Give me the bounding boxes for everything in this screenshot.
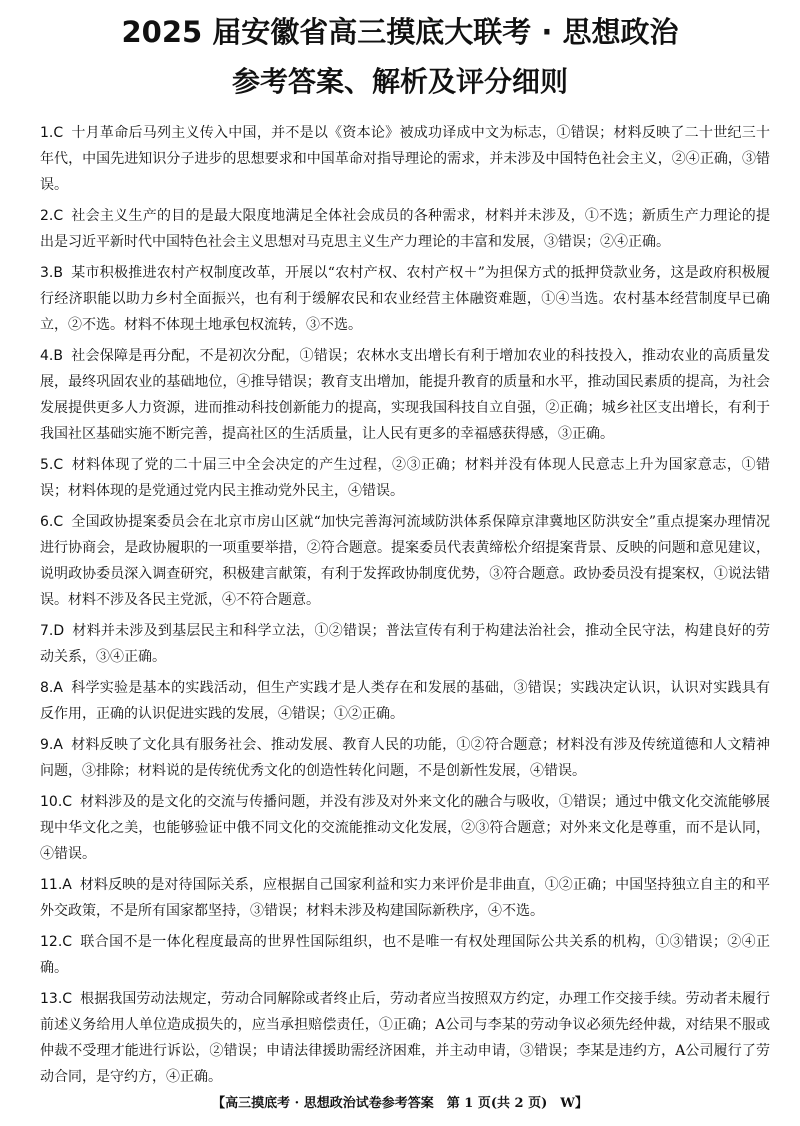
question-number: 6.: [40, 514, 54, 530]
answer-explanation: 材料体现了党的二十届三中全会决定的产生过程，②③正确；材料并没有体现人民意志上升为国家意志，①错误；材料体现的是党通过党内民主推动党外民主，④错误。: [40, 457, 770, 499]
answer-item: [40, 789, 770, 867]
answer-explanation: 社会主义生产的目的是最大限度地满足全体社会成员的各种需求，材料并未涉及，①不选；新质生产力理论的提出是习近平新时代中国特色社会主义思想对马克思主义生产力理论的丰富和发展，③错误；②④正确。: [40, 208, 770, 250]
answer-choice: A: [53, 680, 63, 696]
question-number: 10.: [40, 794, 63, 810]
answer-explanation: 根据我国劳动法规定，劳动合同解除或者终止后，劳动者应当按照双方约定，办理工作交接手续。劳动者未履行前述义务给用人单位造成损失的，应当承担赔偿责任，①正确；A公司与李某的劳动争议必须先经仲裁，对结果不服或仲裁不受理才能进行诉讼，②错误；申请法律援助需经济困难，并主动申请，③错误；李某是违约方，A公司履行了劳动合同，是守约方，④正确。: [40, 991, 770, 1085]
answer-choice: A: [62, 877, 72, 893]
answer-item: [40, 872, 770, 924]
answer-explanation: 材料反映的是对待国际关系，应根据自己国家利益和实力来评价是非曲直，①②正确；中国坚持独立自主的和平外交政策，不是所有国家都坚持，③错误；材料未涉及构建国际新秩序，④不选。: [40, 877, 770, 919]
answer-item: [40, 260, 770, 338]
answer-item: [40, 203, 770, 255]
answer-choice: A: [53, 737, 63, 753]
answer-choice: D: [53, 623, 65, 639]
answer-explanation: 联合国不是一体化程度最高的世界性国际组织，也不是唯一有权处理国际公共关系的机构，①③错误；②④正确。: [40, 934, 770, 976]
question-number: 7.: [40, 623, 54, 639]
answer-explanation: 科学实验是基本的实践活动，但生产实践才是人类存在和发展的基础，③错误；实践决定认识，认识对实践具有反作用，正确的认识促进实践的发展，④错误；①②正确。: [40, 680, 770, 722]
answer-item: [40, 452, 770, 504]
answer-choice: C: [62, 991, 73, 1007]
page-title: 2025 届安徽省高三摸底大联考 · 思想政治: [121, 15, 679, 49]
answer-choice: B: [53, 348, 63, 364]
answer-item: [40, 618, 770, 670]
question-number: 13.: [40, 991, 63, 1007]
question-number: 2.: [40, 208, 54, 224]
answer-explanation: 材料反映了文化具有服务社会、推动发展、教育人民的功能，①②符合题意；材料没有涉及传统道德和人文精神问题，③排除；材料说的是传统优秀文化的创造性转化问题，不是创新性发展，④错误。: [40, 737, 770, 779]
page-footer: 【高三摸底考 · 思想政治试卷参考答案 第 1 页(共 2 页) W】: [212, 1096, 588, 1111]
answer-explanation: 全国政协提案委员会在北京市房山区就“加快完善海河流域防洪体系保障京津冀地区防洪安全”重点提案办理情况进行协商会，是政协履职的一项重要举措，②符合题意。提案委员代表黄缔松介绍提案背景、反映的问题和意见建议，说明政协委员深入调查研究，积极建言献策，有利于发挥政协制度优势，③符合题意。政协委员没有提案权，①说法错误。材料不涉及各民主党派，④不符合题意。: [40, 514, 770, 608]
answer-item: [40, 986, 770, 1090]
question-number: 3.: [40, 265, 54, 281]
answer-choice: C: [53, 208, 64, 224]
answer-item: [40, 929, 770, 981]
question-number: 12.: [40, 934, 63, 950]
answer-item: [40, 509, 770, 613]
answer-choice: C: [62, 794, 73, 810]
page-subtitle: 参考答案、解析及评分细则: [231, 65, 568, 98]
question-number: 5.: [40, 457, 54, 473]
answer-item: [40, 675, 770, 727]
answer-explanation: 某市积极推进农村产权制度改革，开展以“农村产权、农村产权＋”为担保方式的抵押贷款业务，这是政府积极履行经济职能以助力乡村全面振兴，也有利于缓解农民和农业经营主体融资难题，①④当选。农村基本经营制度早已确立，②不选。材料不体现土地承包权流转，③不选。: [40, 265, 770, 333]
answer-item: [40, 732, 770, 784]
answer-choice: B: [53, 265, 63, 281]
question-number: 1.: [40, 125, 54, 141]
question-number: 9.: [40, 737, 54, 753]
answer-explanation: 社会保障是再分配，不是初次分配，①错误；农林水支出增长有利于增加农业的科技投入，推动农业的高质量发展，最终巩固农业的基础地位，④推导错误；教育支出增加，能提升教育的质量和水平，推动国民素质的提高，为社会发展提供更多人力资源，进而推动科技创新能力的提高，实现我国科技自立自强，②正确；城乡社区支出增长，有利于我国社区基础实施不断完善，提高社区的生活质量，让人民有更多的幸福感获得感，③正确。: [40, 348, 770, 442]
answer-item: [40, 120, 770, 198]
answer-explanation: 十月革命后马列主义传入中国，并不是以《资本论》被成功译成中文为标志，①错误；材料反映了二十世纪三十年代，中国先进知识分子进步的思想要求和中国革命对指导理论的需求，并未涉及中国特色社会主义，②④正确，③错误。: [40, 125, 770, 193]
answer-choice: C: [53, 125, 64, 141]
question-number: 11.: [40, 877, 63, 893]
answer-choice: C: [62, 934, 73, 950]
answer-list: [40, 120, 770, 1095]
answer-explanation: 材料涉及的是文化的交流与传播问题，并没有涉及对外来文化的融合与吸收，①错误；通过中俄文化交流能够展现中华文化之美，也能够验证中俄不同文化的交流能推动文化发展，②③符合题意；对外来文化是尊重，而不是认同，④错误。: [40, 794, 770, 862]
question-number: 4.: [40, 348, 54, 364]
answer-explanation: 材料并未涉及到基层民主和科学立法，①②错误；普法宣传有利于构建法治社会，推动全民守法，构建良好的劳动关系，③④正确。: [40, 623, 770, 665]
answer-choice: C: [53, 457, 64, 473]
answer-choice: C: [53, 514, 64, 530]
question-number: 8.: [40, 680, 54, 696]
answer-item: [40, 343, 770, 447]
